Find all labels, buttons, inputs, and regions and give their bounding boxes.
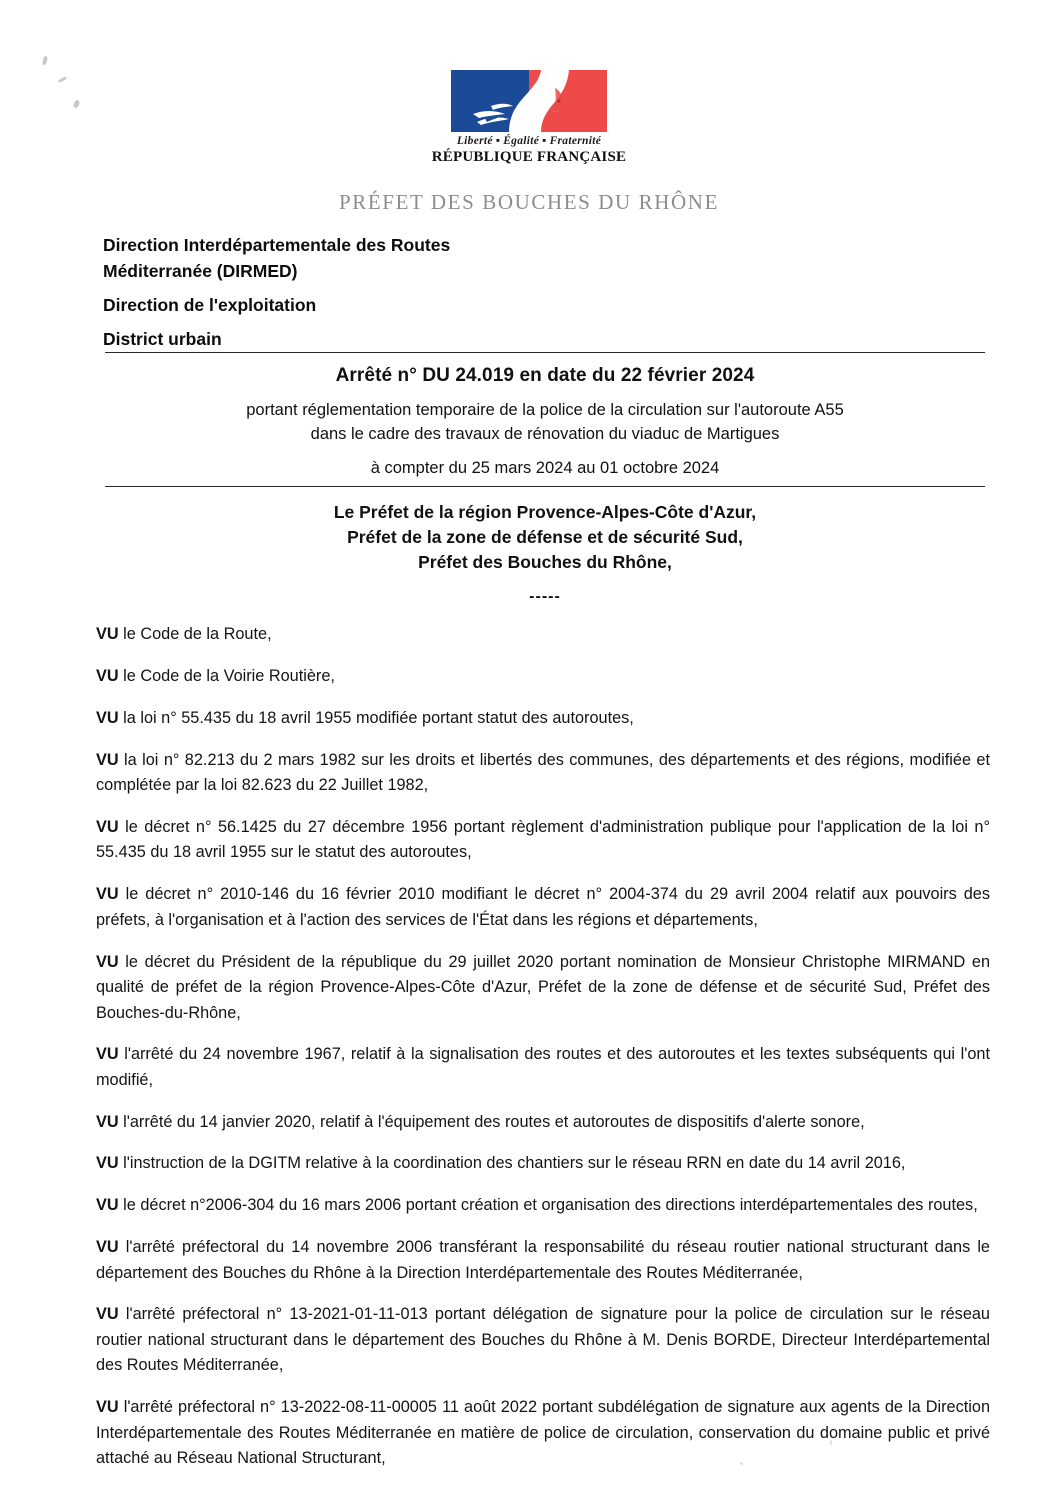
- arrete-number-and-date: Arrêté n° DU 24.019 en date du 22 février 2024: [335, 365, 755, 386]
- signer-line-2: Préfet de la zone de défense et de sécurité Sud,: [347, 527, 743, 547]
- vu-clause: [96, 1042, 990, 1093]
- service-line-3: Direction de l'exploitation: [103, 295, 317, 315]
- signer-block: [105, 500, 985, 609]
- arrete-period: à compter du 25 mars 2024 au 01 octobre 2024: [370, 459, 720, 477]
- service-line-1: Direction Interdépartementale des Routes: [103, 235, 451, 255]
- arrete-subject-line-2: dans le cadre des travaux de rénovation du viaduc de Martigues: [310, 425, 780, 443]
- vu-clause: [96, 1110, 990, 1136]
- vu-clause: [96, 1193, 990, 1219]
- vu-clause: [96, 1395, 990, 1472]
- motto-egalite: Égalité: [503, 135, 540, 147]
- vu-clause: [96, 706, 990, 732]
- vu-clause: [96, 1302, 990, 1379]
- vu-prefix: VU: [96, 952, 119, 971]
- vu-clause-text: la loi n° 55.435 du 18 avril 1955 modifiée portant statut des autoroutes,: [118, 708, 634, 727]
- vu-prefix: VU: [96, 1045, 119, 1064]
- vu-clause-text: le décret du Président de la république du 29 juillet 2020 portant nomination de Monsieur Christophe MIRMAND en qualité de préfet de la région Provence-Alpes-Côte d'Azur, Préfet de la zone de défense et de sécurité Sud, Préfet des Bouches-du-Rhône,: [96, 952, 990, 1022]
- motto-fraternite: Fraternité: [549, 135, 602, 147]
- vu-prefix: VU: [96, 708, 119, 727]
- motto-separator-1: ▪: [495, 135, 501, 147]
- motto-liberte: Liberté: [456, 135, 493, 147]
- vu-clause: [96, 622, 990, 648]
- vu-clause-text: le décret n° 2010-146 du 16 février 2010 modifiant le décret n° 2004-374 du 29 avril 2004 relatif aux pouvoirs des préfets, à l'organisation et à l'action des services de l'État dans les régions et départements,: [96, 885, 990, 929]
- vu-prefix: VU: [96, 750, 119, 769]
- prefecture-title: PRÉFET DES BOUCHES DU RHÔNE: [338, 190, 720, 214]
- vu-clause-text: la loi n° 82.213 du 2 mars 1982 sur les droits et libertés des communes, des départements et des régions, modifiée et complétée par la loi 82.623 du 22 Juillet 1982,: [96, 750, 990, 795]
- scan-artifact: [42, 56, 48, 66]
- vu-prefix: VU: [96, 1398, 119, 1417]
- service-line-2: Méditerranée (DIRMED): [103, 261, 298, 281]
- service-block: [103, 232, 803, 352]
- signer-line-3: Préfet des Bouches du Rhône,: [418, 552, 672, 572]
- divider-top: [105, 352, 985, 353]
- vu-prefix: VU: [96, 1154, 119, 1173]
- arrete-title-block: [105, 363, 985, 479]
- vu-clause-text: l'arrêté du 24 novembre 1967, relatif à la signalisation des routes et des autoroutes et les textes subséquents qui l'ont modifié,: [96, 1045, 990, 1089]
- vu-prefix: VU: [96, 667, 119, 686]
- republique-francaise-logo: [0, 70, 1058, 166]
- arrete-subject-line-1: portant réglementation temporaire de la police de la circulation sur l'autoroute A55: [246, 401, 844, 419]
- vu-clause-text: le Code de la Voirie Routière,: [118, 667, 335, 686]
- vu-prefix: VU: [96, 625, 119, 644]
- vu-clause: [96, 748, 990, 799]
- vu-clause: [96, 950, 990, 1027]
- signer-line-1: Le Préfet de la région Provence-Alpes-Côte d'Azur,: [333, 502, 757, 522]
- vu-clause: [96, 882, 990, 933]
- vu-prefix: VU: [96, 1112, 119, 1131]
- vu-clause-text: le Code de la Route,: [118, 625, 272, 644]
- district-label: District urbain: [103, 329, 222, 349]
- vu-clauses-list: [96, 606, 990, 1472]
- vu-prefix: VU: [96, 1238, 119, 1257]
- vu-prefix: VU: [96, 885, 119, 904]
- vu-clause-text: l'arrêté préfectoral du 14 novembre 2006 transférant la responsabilité du réseau routier national structurant dans le département des Bouches du Rhône à la Direction Interdépartementale des Routes Méditerranée,: [96, 1238, 990, 1282]
- vu-prefix: VU: [96, 1305, 119, 1324]
- vu-clause-text: le décret n° 56.1425 du 27 décembre 1956 portant règlement d'administration publique pour l'application de la loi n° 55.435 du 18 avril 1955 sur le statut des autoroutes,: [96, 817, 990, 862]
- motto: [457, 135, 601, 147]
- vu-prefix: VU: [96, 1196, 119, 1215]
- signer-separator: -----: [529, 588, 561, 605]
- french-flag-marianne-icon: [451, 70, 607, 132]
- vu-clause-text: l'arrêté préfectoral n° 13-2021-01-11-013 portant délégation de signature pour la police de circulation sur le réseau routier national structurant dans le département des Bouches du Rhône à M. Denis BORDE, Directeur Interdépartemental des Routes Méditerranée,: [96, 1305, 990, 1375]
- vu-clause: [96, 664, 990, 690]
- vu-prefix: VU: [96, 817, 119, 836]
- vu-clause-text: l'arrêté préfectoral n° 13-2022-08-11-00005 11 août 2022 portant subdélégation de signature aux agents de la Direction Interdépartementale des Routes Méditerranée en matière de police de circulation, conservation du domaine public et privé attaché au Réseau National Structurant,: [96, 1398, 990, 1468]
- motto-separator-2: ▪: [542, 135, 547, 147]
- divider-bottom: [105, 486, 985, 487]
- vu-clause: [96, 815, 990, 866]
- vu-clause: [96, 1151, 990, 1177]
- vu-clause-text: le décret n°2006-304 du 16 mars 2006 portant création et organisation des directions interdépartementales des routes,: [118, 1196, 978, 1215]
- vu-clause-text: l'instruction de la DGITM relative à la coordination des chantiers sur le réseau RRN en date du 14 avril 2016,: [118, 1154, 906, 1173]
- vu-clause-text: l'arrêté du 14 janvier 2020, relatif à l'équipement des routes et autoroutes de dispositifs d'alerte sonore,: [118, 1112, 865, 1131]
- republic-label: RÉPUBLIQUE FRANÇAISE: [431, 149, 627, 165]
- vu-clause: [96, 1235, 990, 1286]
